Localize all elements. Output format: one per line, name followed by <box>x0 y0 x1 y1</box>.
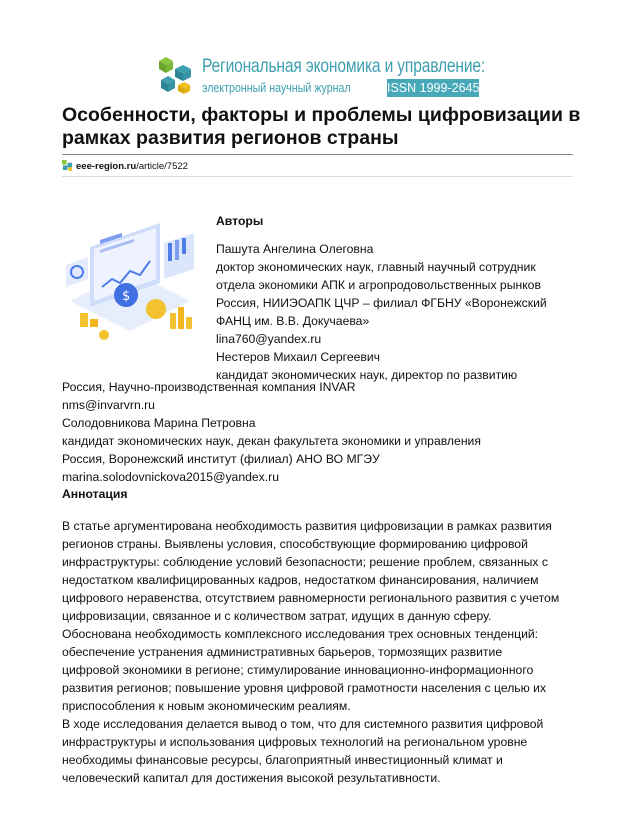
authors-block-right <box>216 240 547 384</box>
site-favicon-icon <box>62 160 73 171</box>
annotation-text <box>62 517 559 787</box>
annotation-line: цифровой экономики в регионе; стимулирование инновационно-информационного <box>62 663 534 677</box>
journal-logo[interactable] <box>156 55 486 99</box>
url-divider <box>62 176 573 177</box>
journal-subtitle: электронный научный журнал <box>202 80 351 95</box>
annotation-line: инфраструктуры и использования цифровых технологий на региональном уровне <box>62 735 528 749</box>
article-url[interactable] <box>62 160 188 172</box>
author-email-link[interactable]: marina.solodovnickova2015@yandex.ru <box>62 470 279 484</box>
author-line: Пашута Ангелина Олеговна <box>216 242 374 256</box>
annotation-line: необходимы финансовые ресурсы, благоприятный инвестиционный климат и <box>62 753 503 767</box>
cubes-logo-icon <box>156 55 196 95</box>
author-line: кандидат экономических наук, директор по развитию <box>216 368 518 382</box>
annotation-line: Обоснована необходимость комплексного исследования трех основных тенденций: <box>62 627 539 641</box>
author-line: Россия, НИИЭОАПК ЦЧР – филиал ФГБНУ «Воронежский <box>216 296 547 310</box>
author-line: отдела экономики АПК и агропродовольственных рынков <box>216 278 541 292</box>
url-path: /article/7522 <box>136 161 188 172</box>
author-email-link[interactable]: nms@invarvrn.ru <box>62 398 155 412</box>
annotation-line: развития регионов; повышение уровня цифровой грамотности населения с целью их <box>62 681 547 695</box>
annotation-line: цифровизации, связанное и с количеством затрат, идущих в данную сферу. <box>62 609 492 623</box>
article-title <box>62 104 582 150</box>
annotation-line: регионов страны. Выявлены условия, способствующие формированию цифровой <box>62 537 528 551</box>
author-line: ФАНЦ им. В.В. Докучаева» <box>216 314 370 328</box>
title-divider <box>62 154 573 155</box>
url-domain: eee-region.ru <box>76 161 137 172</box>
author-line: доктор экономических наук, главный научный сотрудник <box>216 260 536 274</box>
annotation-line: обеспечение устранения административных барьеров, тормозящих развитие <box>62 645 503 659</box>
svg-text:$: $ <box>122 289 131 304</box>
annotation-line: человеческий капитал для достижения высокой результативности. <box>62 771 441 785</box>
author-line: кандидат экономических наук, декан факультета экономики и управления <box>62 434 481 448</box>
author-line: Солодовникова Марина Петровна <box>62 416 256 430</box>
authors-block-left <box>62 378 481 486</box>
annotation-heading: Аннотация <box>62 487 128 501</box>
annotation-line: недостатком квалифицированных кадров, недостатком финансирования, наличием <box>62 573 539 587</box>
author-email-link[interactable]: lina760@yandex.ru <box>216 332 322 346</box>
author-line: Россия, Воронежский институт (филиал) АНО ВО МГЭУ <box>62 452 380 466</box>
author-line: Нестеров Михаил Сергеевич <box>216 350 381 364</box>
annotation-line: приспособления к новым экономическим реалиям. <box>62 699 351 713</box>
annotation-line: В статье аргументирована необходимость развития цифровизации в рамках развития <box>62 519 552 533</box>
annotation-line: В ходе исследования делается вывод о том, что для системного развития цифровой <box>62 717 544 731</box>
article-title-line: рамках развития регионов страны <box>62 127 399 149</box>
issn-badge: ISSN 1999-2645 <box>387 81 480 95</box>
author-line: Россия, Научно-производственная компания INVAR <box>62 380 356 394</box>
digital-economy-illustration <box>60 213 200 356</box>
annotation-line: цифрового неравенства, отсутствием равномерности регионального развития с учетом <box>62 591 560 605</box>
article-title-line: Особенности, факторы и проблемы цифровизации в <box>62 104 581 126</box>
authors-heading: Авторы <box>216 214 264 228</box>
journal-title: Региональная экономика и управление: <box>202 56 486 77</box>
annotation-line: инфраструктуры: соблюдение условий безопасности; решение проблем, связанных с <box>62 555 549 569</box>
